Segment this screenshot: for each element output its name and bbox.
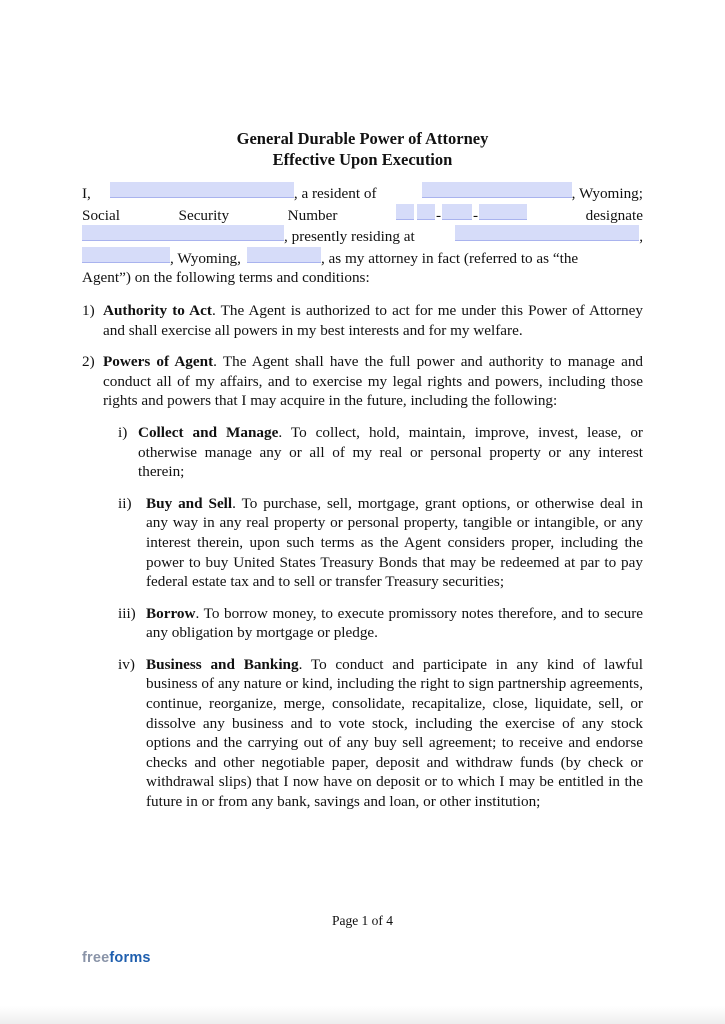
agent-zip-field[interactable] <box>247 247 321 263</box>
intro-line-1 <box>82 182 643 204</box>
subsection-number: iv) <box>118 655 135 673</box>
subsection-heading: Collect and Manage <box>138 423 279 441</box>
intro-line-2 <box>82 204 643 226</box>
document-title <box>82 128 643 170</box>
subsection-heading: Business and Banking <box>146 655 299 673</box>
ssn-dash-1: - <box>435 206 442 224</box>
subsection-number: iii) <box>118 604 136 622</box>
ssn-part1-field[interactable] <box>396 204 414 220</box>
intro-resident-of: , a resident of <box>293 185 377 202</box>
subsection-body <box>138 423 643 482</box>
subsection-heading: Borrow <box>146 604 196 622</box>
section-body <box>103 301 643 340</box>
subsection-text: . To conduct and participate in any kind of lawful business of any nature or kind, including the right to sign partnership agreements, continue, reorganize, merge, consolidate, recapitalize, close, liquidate, sell, or dissolve any business and to vote stock, including the exercise of any stock options and the carrying out of any buy sell agreement; to receive and endorse checks and other negotiable paper, deposit and withdraw funds (by check or withdrawal slips) that I now have on deposit or to which I may be entitled in the future in or from any bank, savings and loan, or other institution; <box>146 655 643 811</box>
intro-wyoming-comma: , Wyoming, <box>170 249 241 267</box>
title-line-1: General Durable Power of Attorney <box>236 129 489 148</box>
page-footer: Page 1 of 4 <box>331 913 394 928</box>
ssn-part3-field[interactable] <box>479 204 527 220</box>
intro-as-my-attorney: , as my attorney in fact (referred to as “the <box>320 249 579 267</box>
subsection-number: ii) <box>118 494 132 512</box>
subsection-number: i) <box>118 423 128 441</box>
ssn-dash-2: - <box>473 206 479 224</box>
section-item <box>82 301 643 340</box>
subsection-item <box>118 423 643 482</box>
logo-free-text: free <box>82 950 110 966</box>
intro-social: Social <box>82 206 120 224</box>
intro-agent-line: Agent”) on the following terms and conditions: <box>82 269 370 287</box>
intro-paragraph <box>82 182 643 288</box>
logo-forms-text: forms <box>109 950 151 966</box>
intro-presently-residing: , presently residing at <box>284 228 415 246</box>
ssn-group <box>396 204 527 226</box>
subsection-item <box>118 494 643 592</box>
subsection-body <box>146 604 643 643</box>
section-heading: Powers of Agent <box>103 353 214 371</box>
ssn-part1-cont-field[interactable] <box>417 204 435 220</box>
subsection-item <box>118 604 643 643</box>
subsection-item <box>118 655 643 812</box>
section-number: 2) <box>82 353 95 371</box>
document-content <box>82 128 643 824</box>
bottom-edge <box>0 1006 725 1024</box>
intro-wyoming: , Wyoming; <box>571 185 643 202</box>
principal-name-field[interactable] <box>110 182 294 198</box>
agent-address-field[interactable] <box>455 225 639 241</box>
intro-i: I, <box>82 185 91 202</box>
subsections-list <box>118 423 643 812</box>
intro-security: Security <box>178 206 230 224</box>
intro-line-3 <box>82 225 643 247</box>
agent-name-field[interactable] <box>82 225 284 241</box>
title-line-2: Effective Upon Execution <box>272 150 453 169</box>
subsection-body <box>146 655 643 812</box>
section-text: . The Agent is authorized to act for me under this Power of Attorney and shall exercise all powers in my best interests and for my welfare. <box>103 301 643 339</box>
section-body <box>103 352 643 411</box>
subsection-text: . To collect, hold, maintain, improve, invest, lease, or otherwise manage any or all of my real or personal property or any interest therein; <box>138 423 643 481</box>
section-number: 1) <box>82 301 95 319</box>
subsection-body <box>146 494 643 592</box>
sections-list <box>82 301 643 812</box>
subsection-text: . To purchase, sell, mortgage, grant options, or otherwise deal in any way in any real property or personal property, tangible or intangible, or any interest therein, upon such terms as the Agent considers proper, including the power to buy United States Treasury Bonds that may be redeemed at par to pay federal estate tax and to sell or transfer Treasury securities; <box>146 494 643 591</box>
ssn-part2-field[interactable] <box>442 204 472 220</box>
section-item <box>82 352 643 411</box>
section-heading: Authority to Act <box>103 301 212 319</box>
intro-comma: , <box>639 228 643 246</box>
subsection-heading: Buy and Sell <box>146 494 233 512</box>
intro-designate: designate <box>585 206 643 224</box>
freeforms-logo[interactable] <box>82 950 151 966</box>
intro-number: Number <box>287 206 338 224</box>
intro-line-4 <box>82 247 643 269</box>
agent-city-field[interactable] <box>82 247 170 263</box>
residence-city-field[interactable] <box>422 182 572 198</box>
section-text: . The Agent shall have the full power and authority to manage and conduct all of my affairs, and to exercise my legal rights and powers, including those rights and powers that I may acquire in the future, including the following: <box>103 353 644 410</box>
subsection-text: . To borrow money, to execute promissory notes therefore, and to secure any obligation by mortgage or pledge. <box>146 604 643 642</box>
